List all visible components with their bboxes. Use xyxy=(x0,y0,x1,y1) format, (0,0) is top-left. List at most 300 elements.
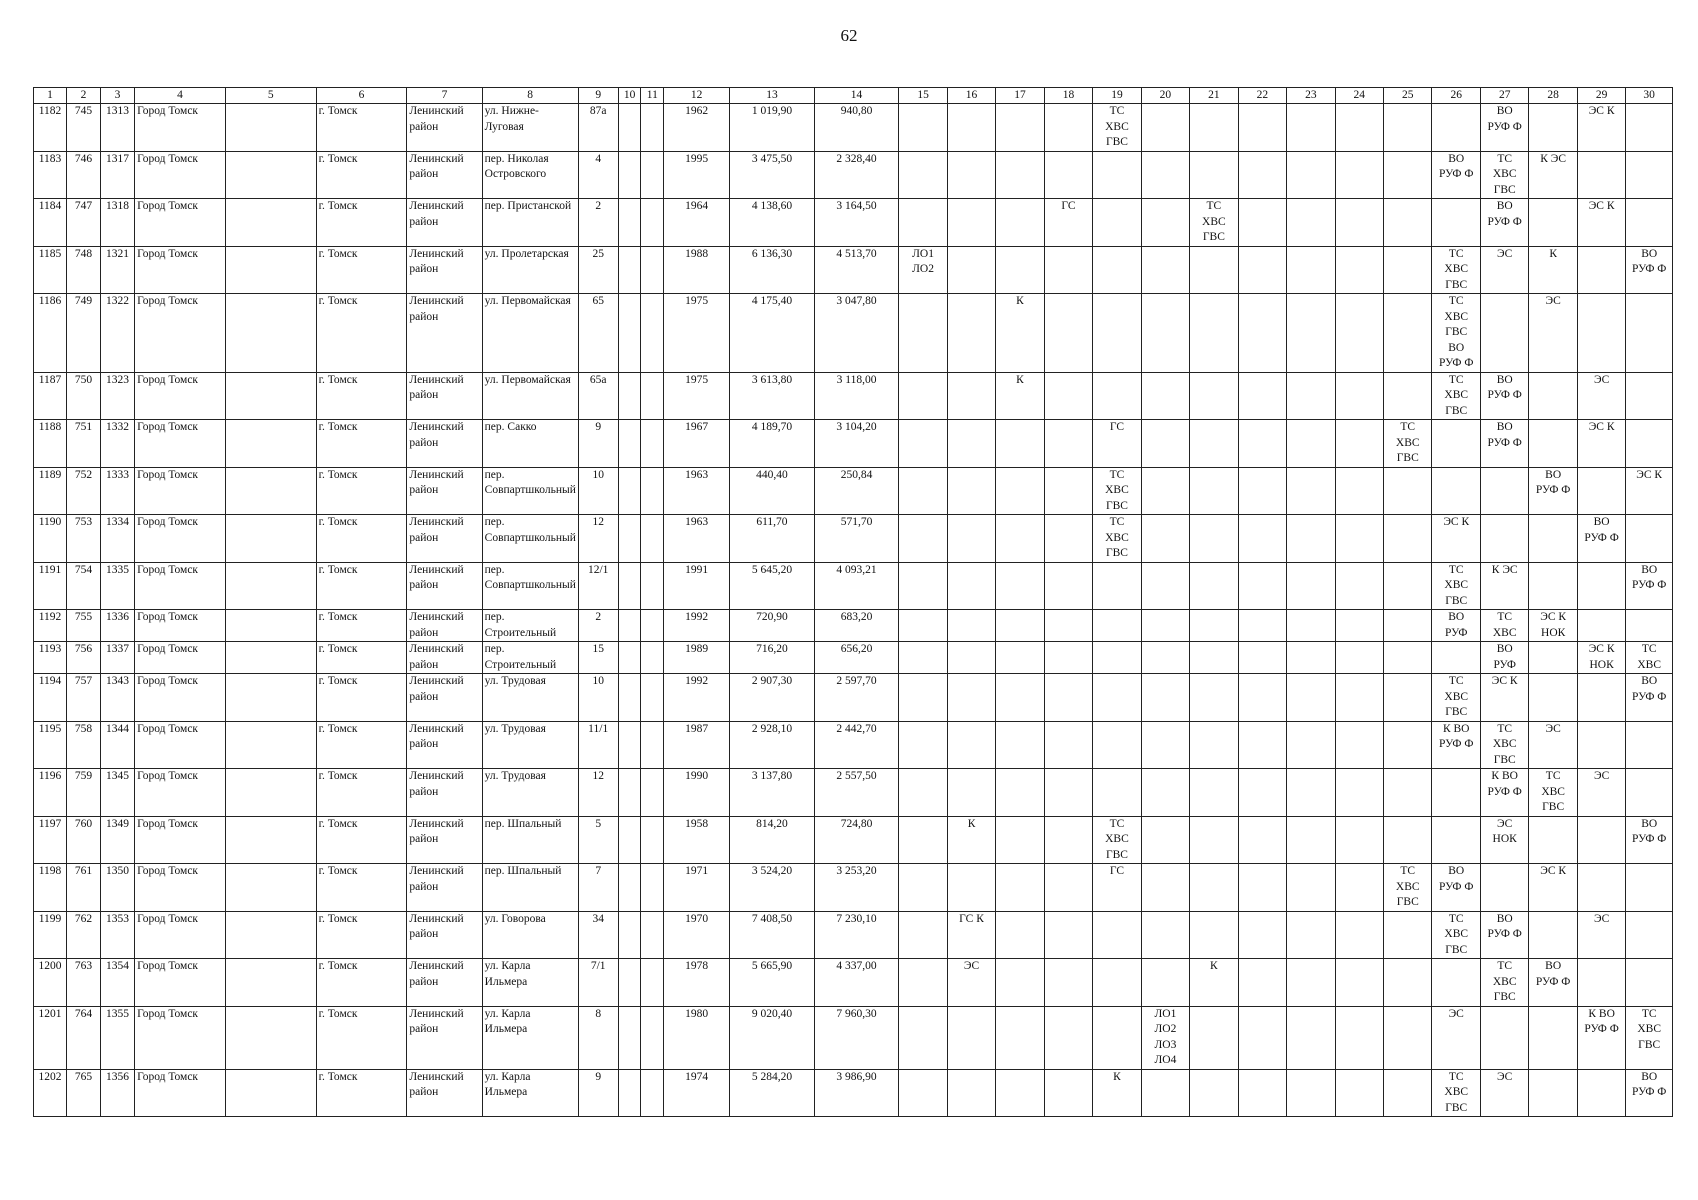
table-cell xyxy=(1044,1006,1092,1069)
table-cell xyxy=(1384,1069,1432,1117)
table-cell: Ленинский район xyxy=(407,562,482,610)
table-cell xyxy=(1626,104,1673,152)
table-cell: ул. Карла Ильмера xyxy=(482,1006,578,1069)
table-row xyxy=(34,1069,1673,1117)
table-cell xyxy=(1626,610,1673,642)
table-cell xyxy=(1238,674,1286,722)
table-cell: 763 xyxy=(67,959,101,1007)
table-cell xyxy=(1335,151,1383,199)
table-cell: г. Томск xyxy=(316,911,407,959)
table-cell xyxy=(1093,562,1141,610)
table-cell xyxy=(1287,610,1335,642)
table-cell: 716,20 xyxy=(730,642,815,674)
table-cell xyxy=(1238,816,1286,864)
table-cell xyxy=(1529,372,1577,420)
table-cell: 1345 xyxy=(101,769,135,817)
table-cell xyxy=(899,674,947,722)
table-cell: 4 093,21 xyxy=(814,562,899,610)
table-cell: 1975 xyxy=(664,372,730,420)
table-row xyxy=(34,674,1673,722)
table-cell: 1962 xyxy=(664,104,730,152)
table-cell: ТС ХВС ГВС xyxy=(1384,420,1432,468)
table-cell xyxy=(1335,420,1383,468)
table-cell xyxy=(1287,1006,1335,1069)
table-cell xyxy=(1238,199,1286,247)
table-cell xyxy=(1141,911,1189,959)
table-cell xyxy=(1529,562,1577,610)
table-cell xyxy=(1577,246,1625,294)
table-cell xyxy=(1626,151,1673,199)
column-number-header: 23 xyxy=(1287,88,1335,104)
table-cell: ЭС К НОК xyxy=(1577,642,1625,674)
table-row xyxy=(34,467,1673,515)
table-cell xyxy=(947,372,995,420)
table-cell: 749 xyxy=(67,294,101,373)
table-cell: г. Томск xyxy=(316,959,407,1007)
table-cell: ЭС xyxy=(1529,721,1577,769)
table-cell: 10 xyxy=(578,674,618,722)
table-cell: 8 xyxy=(578,1006,618,1069)
table-cell xyxy=(1480,1006,1528,1069)
table-cell xyxy=(641,610,664,642)
table-cell xyxy=(1141,199,1189,247)
table-cell xyxy=(1287,104,1335,152)
column-number-header: 13 xyxy=(730,88,815,104)
table-cell: ул. Трудовая xyxy=(482,721,578,769)
table-cell xyxy=(225,911,316,959)
table-cell: пер. Сакко xyxy=(482,420,578,468)
page-number: 62 xyxy=(840,26,858,45)
column-number-header: 12 xyxy=(664,88,730,104)
table-cell: ТС ХВС ГВС xyxy=(1432,246,1480,294)
table-cell xyxy=(1384,246,1432,294)
table-cell: г. Томск xyxy=(316,1006,407,1069)
table-cell: ЭС xyxy=(1480,1069,1528,1117)
table-cell: ЭС xyxy=(947,959,995,1007)
table-cell: Ленинский район xyxy=(407,199,482,247)
table-cell xyxy=(1287,515,1335,563)
table-cell: 12 xyxy=(578,515,618,563)
table-cell: Ленинский район xyxy=(407,642,482,674)
column-number-header: 3 xyxy=(101,88,135,104)
table-cell: Ленинский район xyxy=(407,372,482,420)
table-cell xyxy=(1044,642,1092,674)
table-cell: 1185 xyxy=(34,246,67,294)
table-cell xyxy=(1529,674,1577,722)
table-cell: ЭС xyxy=(1432,1006,1480,1069)
table-cell: ЛО1 ЛО2 xyxy=(899,246,947,294)
table-cell: 1195 xyxy=(34,721,67,769)
table-cell: ВО РУФ Ф xyxy=(1432,151,1480,199)
table-cell xyxy=(996,610,1044,642)
table-cell xyxy=(1480,864,1528,912)
table-cell: ВО РУФ Ф xyxy=(1626,562,1673,610)
table-cell: ТС ХВС ГВС xyxy=(1480,151,1528,199)
table-cell: 3 047,80 xyxy=(814,294,899,373)
table-cell: К xyxy=(1093,1069,1141,1117)
table-cell: 4 189,70 xyxy=(730,420,815,468)
table-cell: ЛО1 ЛО2 ЛО3 ЛО4 xyxy=(1141,1006,1189,1069)
table-cell xyxy=(899,562,947,610)
table-cell: 3 475,50 xyxy=(730,151,815,199)
table-cell xyxy=(1529,1069,1577,1117)
table-cell xyxy=(1044,610,1092,642)
table-cell: ТС ХВС ГВС ВО РУФ Ф xyxy=(1432,294,1480,373)
table-cell xyxy=(1238,1006,1286,1069)
table-cell xyxy=(1335,467,1383,515)
table-cell: 3 104,20 xyxy=(814,420,899,468)
table-cell xyxy=(1432,104,1480,152)
table-cell: ЭС К xyxy=(1577,104,1625,152)
table-cell: К ЭС xyxy=(1480,562,1528,610)
table-cell xyxy=(1335,816,1383,864)
table-cell: 1963 xyxy=(664,467,730,515)
table-cell xyxy=(1190,467,1238,515)
table-cell: ВО РУФ xyxy=(1480,642,1528,674)
table-cell: 15 xyxy=(578,642,618,674)
column-number-row xyxy=(34,88,1673,104)
table-cell xyxy=(1238,246,1286,294)
table-row xyxy=(34,959,1673,1007)
table-cell xyxy=(899,959,947,1007)
table-cell: пер. Николая Островского xyxy=(482,151,578,199)
table-cell: ул. Первомайская xyxy=(482,372,578,420)
table-cell xyxy=(1190,420,1238,468)
table-cell: Город Томск xyxy=(135,864,226,912)
table-cell: К ВО РУФ Ф xyxy=(1480,769,1528,817)
table-cell xyxy=(1577,294,1625,373)
table-cell xyxy=(899,372,947,420)
table-cell xyxy=(1287,294,1335,373)
table-cell: Город Томск xyxy=(135,1069,226,1117)
table-cell xyxy=(1287,562,1335,610)
table-cell: ТС ХВС xyxy=(1626,642,1673,674)
table-cell: Город Томск xyxy=(135,420,226,468)
table-cell: 2 xyxy=(578,610,618,642)
table-cell: 1980 xyxy=(664,1006,730,1069)
table-cell: 1337 xyxy=(101,642,135,674)
table-cell xyxy=(1577,151,1625,199)
table-cell xyxy=(618,911,641,959)
table-cell xyxy=(641,1006,664,1069)
table-cell xyxy=(996,467,1044,515)
table-cell xyxy=(1335,1006,1383,1069)
table-cell: 25 xyxy=(578,246,618,294)
table-cell: ЭС К xyxy=(1577,420,1625,468)
table-cell: ТС ХВС ГВС xyxy=(1626,1006,1673,1069)
table-cell: г. Томск xyxy=(316,610,407,642)
table-cell xyxy=(947,104,995,152)
table-cell xyxy=(641,816,664,864)
table-cell: 250,84 xyxy=(814,467,899,515)
table-cell: 2 xyxy=(578,199,618,247)
table-cell xyxy=(899,199,947,247)
table-cell: 1990 xyxy=(664,769,730,817)
table-cell: 1974 xyxy=(664,1069,730,1117)
table-cell xyxy=(1577,610,1625,642)
table-cell: 440,40 xyxy=(730,467,815,515)
table-cell xyxy=(1093,294,1141,373)
table-cell xyxy=(618,420,641,468)
table-cell xyxy=(641,562,664,610)
table-cell: К ВО РУФ Ф xyxy=(1577,1006,1625,1069)
table-cell xyxy=(996,864,1044,912)
table-cell: пер. Шпальный xyxy=(482,816,578,864)
table-cell: 87а xyxy=(578,104,618,152)
table-cell: Ленинский район xyxy=(407,104,482,152)
table-cell xyxy=(1626,769,1673,817)
table-cell xyxy=(899,642,947,674)
table-cell xyxy=(1384,151,1432,199)
table-cell: 1323 xyxy=(101,372,135,420)
table-cell xyxy=(618,959,641,1007)
table-cell xyxy=(1044,515,1092,563)
table-cell xyxy=(947,294,995,373)
table-cell xyxy=(1335,769,1383,817)
table-cell xyxy=(1384,642,1432,674)
table-cell xyxy=(1432,769,1480,817)
table-row xyxy=(34,246,1673,294)
table-cell xyxy=(996,1069,1044,1117)
table-cell xyxy=(1190,674,1238,722)
table-cell xyxy=(899,467,947,515)
column-number-header: 19 xyxy=(1093,88,1141,104)
table-cell: ВО РУФ Ф xyxy=(1626,816,1673,864)
table-cell: 1335 xyxy=(101,562,135,610)
table-cell xyxy=(1335,562,1383,610)
table-cell xyxy=(1238,642,1286,674)
table-cell: Город Томск xyxy=(135,104,226,152)
table-cell: 762 xyxy=(67,911,101,959)
table-cell xyxy=(1384,199,1432,247)
table-cell xyxy=(1384,911,1432,959)
table-row xyxy=(34,642,1673,674)
table-cell: пер. Пристанской xyxy=(482,199,578,247)
table-cell xyxy=(899,420,947,468)
table-cell xyxy=(641,769,664,817)
table-cell xyxy=(1626,515,1673,563)
table-cell: 1197 xyxy=(34,816,67,864)
table-cell: Город Томск xyxy=(135,721,226,769)
table-cell: 5 284,20 xyxy=(730,1069,815,1117)
table-cell: 752 xyxy=(67,467,101,515)
table-cell xyxy=(1044,372,1092,420)
table-cell xyxy=(1093,151,1141,199)
table-cell: ВО РУФ Ф xyxy=(1529,467,1577,515)
table-cell xyxy=(1529,420,1577,468)
housing-register-table xyxy=(33,87,1673,1117)
table-cell xyxy=(1044,1069,1092,1117)
table-cell xyxy=(225,562,316,610)
table-cell: 1992 xyxy=(664,610,730,642)
table-cell: ТС ХВС ГВС xyxy=(1093,104,1141,152)
table-cell: К xyxy=(947,816,995,864)
table-cell: 571,70 xyxy=(814,515,899,563)
column-number-header: 9 xyxy=(578,88,618,104)
table-cell: ТС ХВС ГВС xyxy=(1529,769,1577,817)
table-cell xyxy=(1141,959,1189,1007)
table-cell xyxy=(1480,467,1528,515)
table-cell xyxy=(1529,911,1577,959)
table-cell xyxy=(1238,467,1286,515)
table-cell: 1193 xyxy=(34,642,67,674)
table-cell: 1194 xyxy=(34,674,67,722)
table-cell xyxy=(1190,721,1238,769)
table-cell: 4 175,40 xyxy=(730,294,815,373)
table-cell xyxy=(899,721,947,769)
table-cell xyxy=(899,864,947,912)
table-cell xyxy=(1044,467,1092,515)
table-cell xyxy=(1044,151,1092,199)
table-cell xyxy=(1384,769,1432,817)
table-cell: 765 xyxy=(67,1069,101,1117)
table-cell: 1987 xyxy=(664,721,730,769)
table-cell: 7 960,30 xyxy=(814,1006,899,1069)
column-number-header: 1 xyxy=(34,88,67,104)
table-cell xyxy=(1141,372,1189,420)
table-cell: ТС ХВС ГВС xyxy=(1480,721,1528,769)
table-row xyxy=(34,562,1673,610)
table-cell: 2 907,30 xyxy=(730,674,815,722)
table-cell xyxy=(1480,294,1528,373)
table-cell: 760 xyxy=(67,816,101,864)
column-number-header: 24 xyxy=(1335,88,1383,104)
table-cell xyxy=(1432,816,1480,864)
table-cell: Город Томск xyxy=(135,372,226,420)
table-cell: 5 665,90 xyxy=(730,959,815,1007)
table-cell: 1991 xyxy=(664,562,730,610)
table-cell: 2 442,70 xyxy=(814,721,899,769)
table-cell xyxy=(225,674,316,722)
table-cell xyxy=(996,1006,1044,1069)
table-cell: К xyxy=(1529,246,1577,294)
table-cell xyxy=(1626,199,1673,247)
table-cell: ВО РУФ xyxy=(1432,610,1480,642)
table-cell: 7 xyxy=(578,864,618,912)
table-cell xyxy=(1432,199,1480,247)
table-cell: ГС xyxy=(1093,420,1141,468)
table-cell xyxy=(1287,199,1335,247)
table-cell: 10 xyxy=(578,467,618,515)
table-cell: 3 253,20 xyxy=(814,864,899,912)
table-cell: Ленинский район xyxy=(407,911,482,959)
table-cell: Город Томск xyxy=(135,911,226,959)
table-cell: 1333 xyxy=(101,467,135,515)
table-cell xyxy=(1626,864,1673,912)
table-cell xyxy=(1141,467,1189,515)
table-cell: 1313 xyxy=(101,104,135,152)
table-cell xyxy=(996,816,1044,864)
table-cell: ВО РУФ Ф xyxy=(1626,674,1673,722)
table-cell xyxy=(618,674,641,722)
column-number-header: 14 xyxy=(814,88,899,104)
table-cell: Город Томск xyxy=(135,199,226,247)
table-cell: Ленинский район xyxy=(407,467,482,515)
table-cell: Ленинский район xyxy=(407,769,482,817)
table-cell: 1992 xyxy=(664,674,730,722)
table-cell xyxy=(618,562,641,610)
column-number-header: 8 xyxy=(482,88,578,104)
table-cell: г. Томск xyxy=(316,151,407,199)
table-cell xyxy=(1093,642,1141,674)
table-cell xyxy=(899,151,947,199)
table-cell xyxy=(1287,642,1335,674)
table-cell: 3 613,80 xyxy=(730,372,815,420)
table-cell: К ЭС xyxy=(1529,151,1577,199)
table-cell xyxy=(1335,674,1383,722)
table-cell xyxy=(947,246,995,294)
table-cell xyxy=(1141,420,1189,468)
table-cell: Ленинский район xyxy=(407,515,482,563)
table-cell: ТС ХВС xyxy=(1480,610,1528,642)
table-cell: 3 524,20 xyxy=(730,864,815,912)
table-cell: 9 020,40 xyxy=(730,1006,815,1069)
table-cell xyxy=(1626,721,1673,769)
table-cell: Город Томск xyxy=(135,959,226,1007)
table-cell xyxy=(225,1069,316,1117)
table-cell xyxy=(1093,769,1141,817)
table-cell: ТС ХВС ГВС xyxy=(1432,911,1480,959)
table-cell: пер. Строительный xyxy=(482,610,578,642)
table-cell: 724,80 xyxy=(814,816,899,864)
table-cell: 1182 xyxy=(34,104,67,152)
table-cell: 1 019,90 xyxy=(730,104,815,152)
table-cell: 2 328,40 xyxy=(814,151,899,199)
table-cell xyxy=(996,199,1044,247)
table-cell xyxy=(225,642,316,674)
table-cell xyxy=(947,151,995,199)
table-cell: ТС ХВС ГВС xyxy=(1093,816,1141,864)
table-cell xyxy=(618,610,641,642)
table-cell: 11/1 xyxy=(578,721,618,769)
table-cell xyxy=(225,610,316,642)
table-row xyxy=(34,420,1673,468)
table-cell: Город Томск xyxy=(135,642,226,674)
table-cell xyxy=(947,199,995,247)
table-cell xyxy=(1287,674,1335,722)
table-cell xyxy=(1190,294,1238,373)
table-cell: 1344 xyxy=(101,721,135,769)
table-cell: ЭС НОК xyxy=(1480,816,1528,864)
table-cell xyxy=(1432,420,1480,468)
table-cell: г. Томск xyxy=(316,515,407,563)
table-cell xyxy=(1287,1069,1335,1117)
table-cell: пер. Совпартшкольный xyxy=(482,515,578,563)
table-cell xyxy=(947,674,995,722)
table-cell xyxy=(1384,467,1432,515)
column-number-header: 11 xyxy=(641,88,664,104)
table-cell xyxy=(641,294,664,373)
table-cell: ЭС К xyxy=(1432,515,1480,563)
table-cell xyxy=(1335,911,1383,959)
table-cell xyxy=(1577,816,1625,864)
table-cell xyxy=(1190,562,1238,610)
table-cell: 1188 xyxy=(34,420,67,468)
table-cell xyxy=(1287,864,1335,912)
table-cell xyxy=(641,911,664,959)
table-cell xyxy=(641,246,664,294)
table-cell: 1970 xyxy=(664,911,730,959)
table-cell xyxy=(641,467,664,515)
table-cell xyxy=(1626,294,1673,373)
table-cell xyxy=(1190,769,1238,817)
table-cell: 34 xyxy=(578,911,618,959)
table-cell: 1317 xyxy=(101,151,135,199)
table-cell xyxy=(1141,294,1189,373)
table-cell xyxy=(641,721,664,769)
column-number-header: 29 xyxy=(1577,88,1625,104)
table-row xyxy=(34,816,1673,864)
